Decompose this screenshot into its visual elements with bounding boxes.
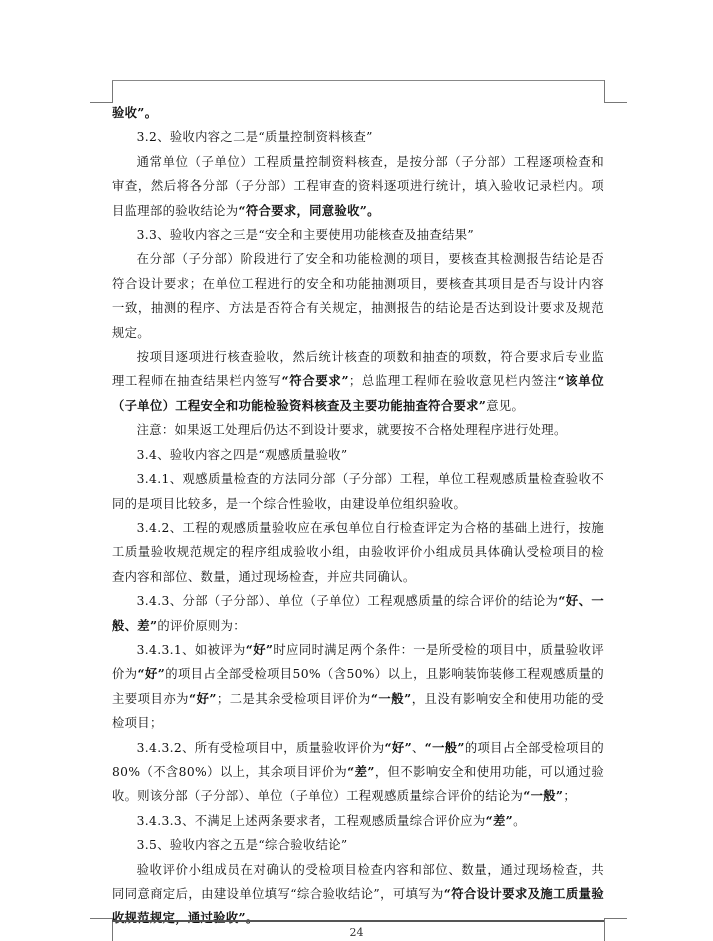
paragraph (112, 418, 604, 442)
text-run: ，且没有影响安全和使用功能的受检项目； (112, 691, 604, 731)
paragraph (112, 833, 604, 857)
bold-text-run: “该单位（子单位）工程安全和功能检验资料核查及主要功能抽查符合要求” (112, 373, 605, 413)
document-body (112, 101, 604, 931)
page-number: 24 (349, 926, 364, 939)
text-run: ； (563, 789, 576, 804)
paragraph (112, 150, 604, 223)
bold-text-run: “符合要求” (281, 373, 349, 389)
text-run: 按项目逐项进行核查验收，然后统计核查的项数和抽查的项数，符合要求后专业监理工程师在抽查结果栏内签写 (112, 350, 604, 389)
text-run: 3.4、验收内容之四是“观感质量验收” (136, 447, 348, 462)
crop-mark-top-left (90, 80, 113, 103)
text-run: 3.4.3.2、所有受检项目中，质量验收评价为 (136, 740, 385, 755)
text-run: ；二是其余受检项目评价为 (216, 691, 371, 706)
paragraph (112, 589, 604, 638)
bold-text-run: “差” (485, 812, 514, 828)
text-run: 3.4.1、观感质量检查的方法同分部（子分部）工程，单位工程观感质量检查验收不同的是项目比较多，是一个综合性验收，由建设单位组织验收。 (112, 472, 604, 511)
text-run: 时应同时满足两个条件：一是所受检的项目中，质量验收评价为 (112, 642, 604, 682)
bold-text-run: “好” (137, 666, 166, 682)
bold-text-run: “好” (188, 690, 217, 706)
text-run: 、 (412, 740, 425, 755)
text-run: 3.4.3、分部（子分部）、单位（子单位）工程观感质量的综合评价的结论为 (136, 594, 559, 609)
paragraph (112, 516, 604, 589)
paragraph (112, 467, 604, 516)
text-run: 在分部（子分部）阶段进行了安全和功能检测的项目，要核查其检测报告结论是否符合设计要求；在单位工程进行的安全和功能抽测项目，要核查其项目是否与设计内容一致，抽测的程序、方法是否符合有关规定，抽测报告的结论是否达到设计要求及规范规定。 (112, 252, 604, 340)
paragraph (112, 345, 604, 418)
paragraph (112, 443, 604, 467)
text-run: 意见。 (486, 398, 525, 413)
text-run: 。 (513, 813, 526, 828)
text-run: 3.4.2、工程的观感质量验收应在承包单位自行检查评定为合格的基础上进行，按施工质量验收规范规定的程序组成验收小组，由验收评价小组成员具体确认受检项目的检查内容和部位、数量，通过现场检查，并应共同确认。 (112, 520, 604, 584)
text-run: ；总监理工程师在验收意见栏内签注 (348, 374, 558, 389)
paragraph (112, 125, 604, 149)
bold-text-run: “好” (245, 641, 274, 657)
crop-mark-top-right (604, 80, 627, 103)
header-rule (112, 80, 604, 81)
text-run: 3.4.3.3、不满足上述两条要求者，工程观感质量综合评价应为 (136, 813, 486, 828)
text-run: 验收评价小组成员在对确认的受检项目检查内容和部位、数量，通过现场检查，共同同意商定后，由建设单位填写“综合验收结论”，可填写为 (112, 862, 604, 901)
bold-text-run: “一般” (424, 739, 465, 755)
text-run: 的项目占全部受检项目的80%（不含80%）以上，其余项目评价为 (112, 740, 604, 779)
text-run: 3.3、验收内容之三是“安全和主要使用功能核查及抽查结果” (136, 228, 474, 243)
paragraph (112, 638, 604, 736)
bold-text-run: “一般” (370, 690, 412, 706)
text-run: 注意：如果返工处理后仍达不到设计要求，就要按不合格处理程序进行处理。 (136, 423, 567, 438)
bold-text-run: “符合设计要求及施工质量验收规范规定，通过验收”。 (112, 886, 605, 926)
paragraph (112, 223, 604, 247)
text-run: 3.5、验收内容之五是“综合验收结论” (136, 838, 348, 853)
bold-text-run: 验收”。 (112, 105, 158, 120)
text-run: 的评价原则为： (157, 618, 246, 633)
paragraph (112, 809, 604, 833)
bold-text-run: “好” (384, 739, 413, 755)
text-run: 3.2、验收内容之二是“质量控制资料核查” (136, 130, 373, 145)
text-run: 通常单位（子单位）工程质量控制资料核查，是按分部（子分部）工程逐项检查和审查，然后将各分部（子分部）工程审查的资料逐项进行统计，填入验收记录栏内。项目监理部的验收结论为 (112, 154, 604, 218)
bold-text-run: “差” (347, 763, 375, 779)
bold-text-run: “符合要求，同意验收”。 (238, 202, 380, 218)
text-run: 3.4.3.1、如被评为 (136, 642, 246, 657)
text-run: 的项目占全部受检项目50%（含50%）以上，且影响装饰装修工程观感质量的主要项目亦为 (112, 667, 605, 706)
paragraph (112, 247, 604, 345)
bold-text-run: “一般” (523, 788, 564, 804)
paragraph (112, 101, 604, 125)
footer-rule (112, 920, 604, 922)
paragraph (112, 736, 604, 809)
text-run: ，但不影响安全和使用功能，可以通过验收。则该分部（子分部）、单位（子单位）工程观感质量综合评价的结论为 (112, 764, 604, 804)
bold-text-run: “好、一般、差” (112, 593, 604, 633)
